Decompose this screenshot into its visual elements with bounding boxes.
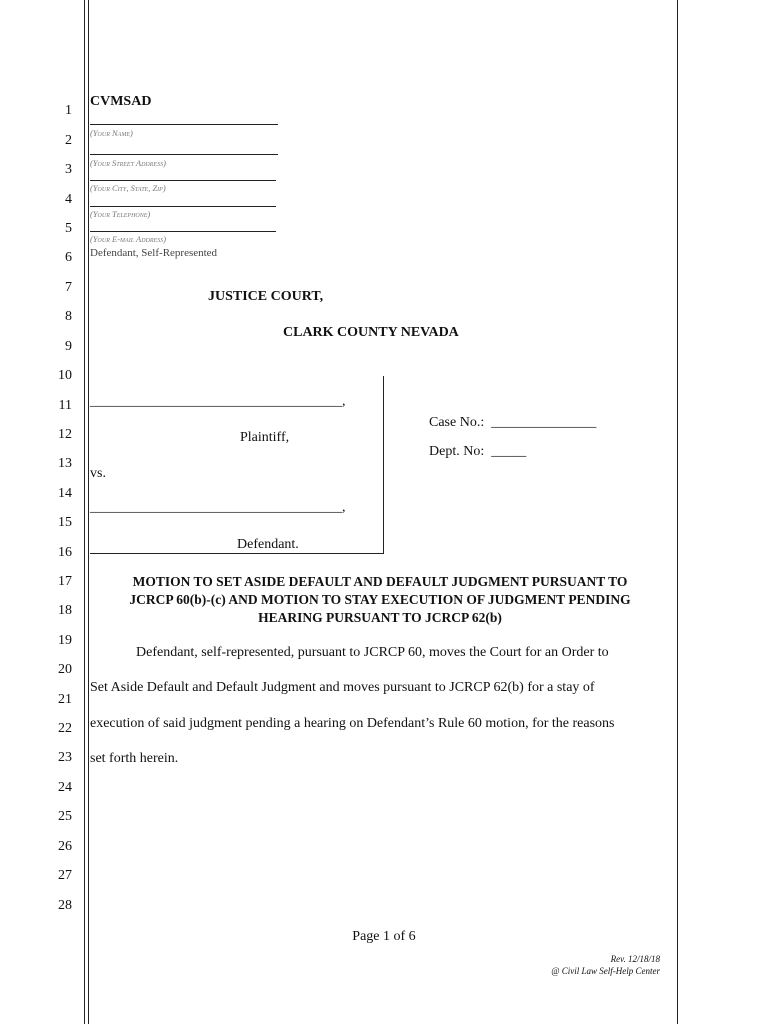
email-field-line[interactable] bbox=[90, 231, 276, 232]
body-line: execution of said judgment pending a hearing on Defendant’s Rule 60 motion, for the reasons bbox=[90, 716, 615, 731]
line-number: 10 bbox=[58, 368, 72, 383]
line-number: 19 bbox=[58, 633, 72, 648]
line-number: 5 bbox=[65, 221, 72, 236]
street-field-line[interactable] bbox=[90, 154, 278, 155]
line-number: 11 bbox=[58, 398, 72, 413]
left-margin-rule-inner bbox=[88, 0, 89, 1024]
line-number: 26 bbox=[58, 839, 72, 854]
city-field-line[interactable] bbox=[90, 180, 276, 181]
line-number: 15 bbox=[58, 515, 72, 530]
line-number: 22 bbox=[58, 721, 72, 736]
line-number: 24 bbox=[58, 780, 72, 795]
revision-date: Rev. 12/18/18 bbox=[610, 954, 660, 964]
email-hint: (Your E-mail Address) bbox=[90, 234, 167, 244]
page-number: Page 1 of 6 bbox=[352, 929, 416, 944]
name-hint: (Your Name) bbox=[90, 128, 133, 138]
line-number: 9 bbox=[65, 339, 72, 354]
self-help-center-credit: @ Civil Law Self-Help Center bbox=[551, 966, 660, 976]
court-name: JUSTICE COURT, bbox=[208, 289, 324, 304]
name-field-line[interactable] bbox=[90, 124, 278, 125]
court-county: CLARK COUNTY NEVADA bbox=[283, 325, 459, 340]
dept-number-field[interactable]: Dept. No: _____ bbox=[429, 444, 527, 459]
caption-divider bbox=[383, 376, 384, 554]
phone-field-line[interactable] bbox=[90, 206, 276, 207]
city-hint: (Your City, State, Zip) bbox=[90, 183, 166, 193]
defendant-name-blank[interactable]: ____________________________________, bbox=[90, 500, 346, 515]
line-number: 23 bbox=[58, 750, 72, 765]
line-number: 18 bbox=[58, 603, 72, 618]
line-number: 16 bbox=[58, 545, 72, 560]
line-number: 25 bbox=[58, 809, 72, 824]
motion-title-line-2: JCRCP 60(b)-(c) AND MOTION TO STAY EXECUTION OF JUDGMENT PENDING bbox=[129, 592, 631, 607]
caption-bottom-rule bbox=[90, 553, 384, 554]
body-line: Defendant, self-represented, pursuant to JCRCP 60, moves the Court for an Order to bbox=[136, 645, 609, 660]
left-margin-rule bbox=[84, 0, 85, 1024]
line-number: 8 bbox=[65, 309, 72, 324]
line-number: 3 bbox=[65, 162, 72, 177]
motion-title-line-1: MOTION TO SET ASIDE DEFAULT AND DEFAULT JUDGMENT PURSUANT TO bbox=[132, 574, 628, 589]
line-number: 13 bbox=[58, 456, 72, 471]
line-number: 4 bbox=[65, 192, 72, 207]
line-number: 28 bbox=[58, 898, 72, 913]
line-number: 7 bbox=[65, 280, 72, 295]
phone-hint: (Your Telephone) bbox=[90, 209, 151, 219]
line-number: 17 bbox=[58, 574, 72, 589]
street-hint: (Your Street Address) bbox=[90, 158, 166, 168]
plaintiff-label: Plaintiff, bbox=[240, 430, 290, 445]
line-number: 20 bbox=[58, 662, 72, 677]
line-number: 21 bbox=[58, 692, 72, 707]
line-number: 14 bbox=[58, 486, 72, 501]
line-number: 27 bbox=[58, 868, 72, 883]
right-margin-rule bbox=[677, 0, 678, 1024]
versus-label: vs. bbox=[90, 466, 106, 481]
line-number: 12 bbox=[58, 427, 72, 442]
line-number: 2 bbox=[65, 133, 72, 148]
motion-title-line-3: HEARING PURSUANT TO JCRCP 62(b) bbox=[258, 610, 502, 625]
case-number-field[interactable]: Case No.: _______________ bbox=[429, 415, 597, 430]
form-code: CVMSAD bbox=[90, 94, 152, 109]
self-represented-label: Defendant, Self-Represented bbox=[90, 247, 218, 259]
body-line: set forth herein. bbox=[90, 751, 179, 766]
defendant-label: Defendant. bbox=[237, 537, 299, 552]
line-number: 1 bbox=[65, 103, 72, 118]
body-line: Set Aside Default and Default Judgment and moves pursuant to JCRCP 62(b) for a stay of bbox=[90, 680, 595, 695]
line-number: 6 bbox=[65, 250, 72, 265]
plaintiff-name-blank[interactable]: ____________________________________, bbox=[90, 394, 346, 409]
